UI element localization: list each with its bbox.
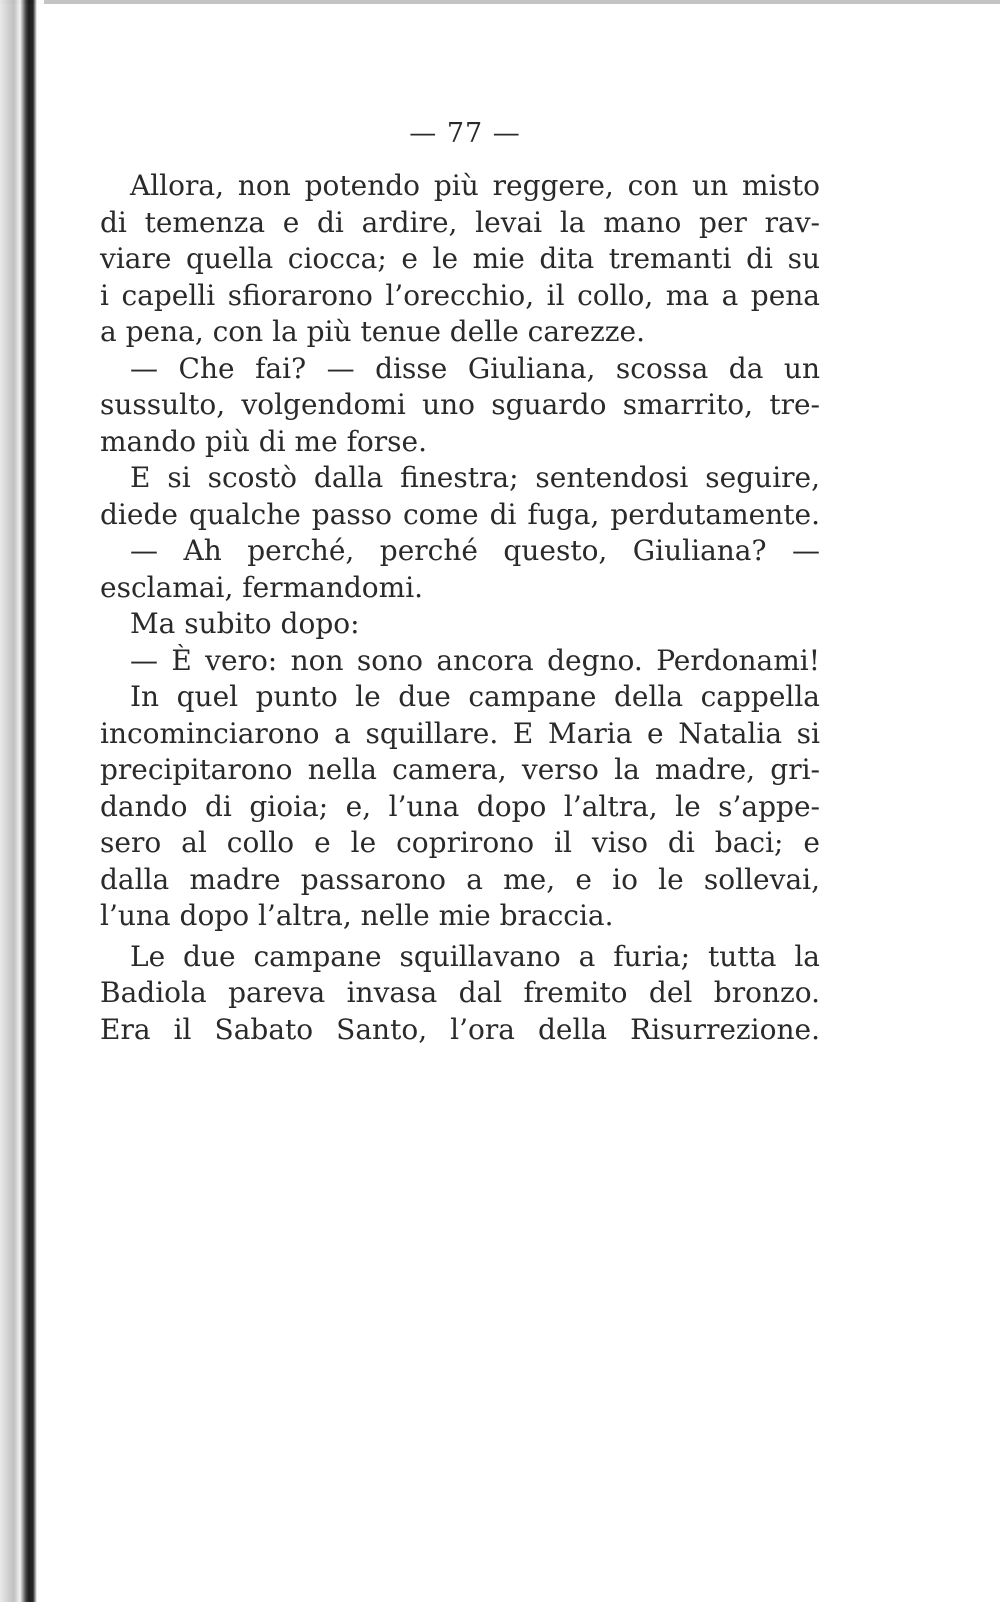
text-line: i capelli sfiorarono l’orecchio, il collo, ma a pena — [100, 278, 820, 312]
text-line: Allora, non potendo più reggere, con un misto — [130, 169, 820, 202]
text-line: incominciarono a squillare. E Maria e Natalia si — [100, 716, 820, 750]
text-line: dando di gioia; e, l’una dopo l’altra, le s’appe- — [100, 789, 820, 823]
text-line: Ma subito dopo: — [130, 607, 360, 640]
text-line: a pena, con la più tenue delle carezze. — [100, 315, 645, 348]
text-line: di temenza e di ardire, levai la mano per rav- — [100, 205, 820, 239]
text-line: esclamai, fermandomi. — [100, 570, 424, 604]
page-number: — 77 — — [409, 118, 521, 149]
text-line: precipitarono nella camera, verso la madre, gri- — [100, 753, 820, 786]
text-line: — È vero: non sono ancora degno. Perdonami! — [130, 643, 820, 677]
text-line: mando più di me forse. — [100, 424, 428, 458]
text-line: dalla madre passarono a me, e io le sollevai, — [100, 862, 820, 896]
text-line: Era il Sabato Santo, l’ora della Risurrezione. — [100, 1012, 820, 1046]
body-text — [100, 168, 820, 1048]
text-line: viare quella ciocca; e le mie dita tremanti di su — [100, 242, 820, 275]
page-top-edge — [0, 0, 1000, 4]
text-line: — Che fai? — disse Giuliana, scossa da un — [130, 351, 820, 385]
text-line: Le due campane squillavano a furia; tutta la — [130, 939, 820, 973]
text-line: diede qualche passo come di fuga, perdutamente. — [100, 497, 820, 531]
text-line: sussulto, volgendomi uno sguardo smarrito, tre- — [100, 388, 820, 421]
text-line: E si scostò dalla finestra; sentendosi seguire, — [130, 461, 820, 494]
text-line: l’una dopo l’altra, nelle mie braccia. — [100, 899, 614, 932]
text-line: sero al collo e le coprirono il viso di baci; e — [100, 826, 820, 859]
text-line: Badiola pareva invasa dal fremito del bronzo. — [100, 976, 820, 1009]
text-line: In quel punto le due campane della cappella — [130, 680, 820, 713]
text-line: — Ah perché, perché questo, Giuliana? — — [130, 534, 820, 567]
book-binding-shadow — [0, 0, 44, 1602]
